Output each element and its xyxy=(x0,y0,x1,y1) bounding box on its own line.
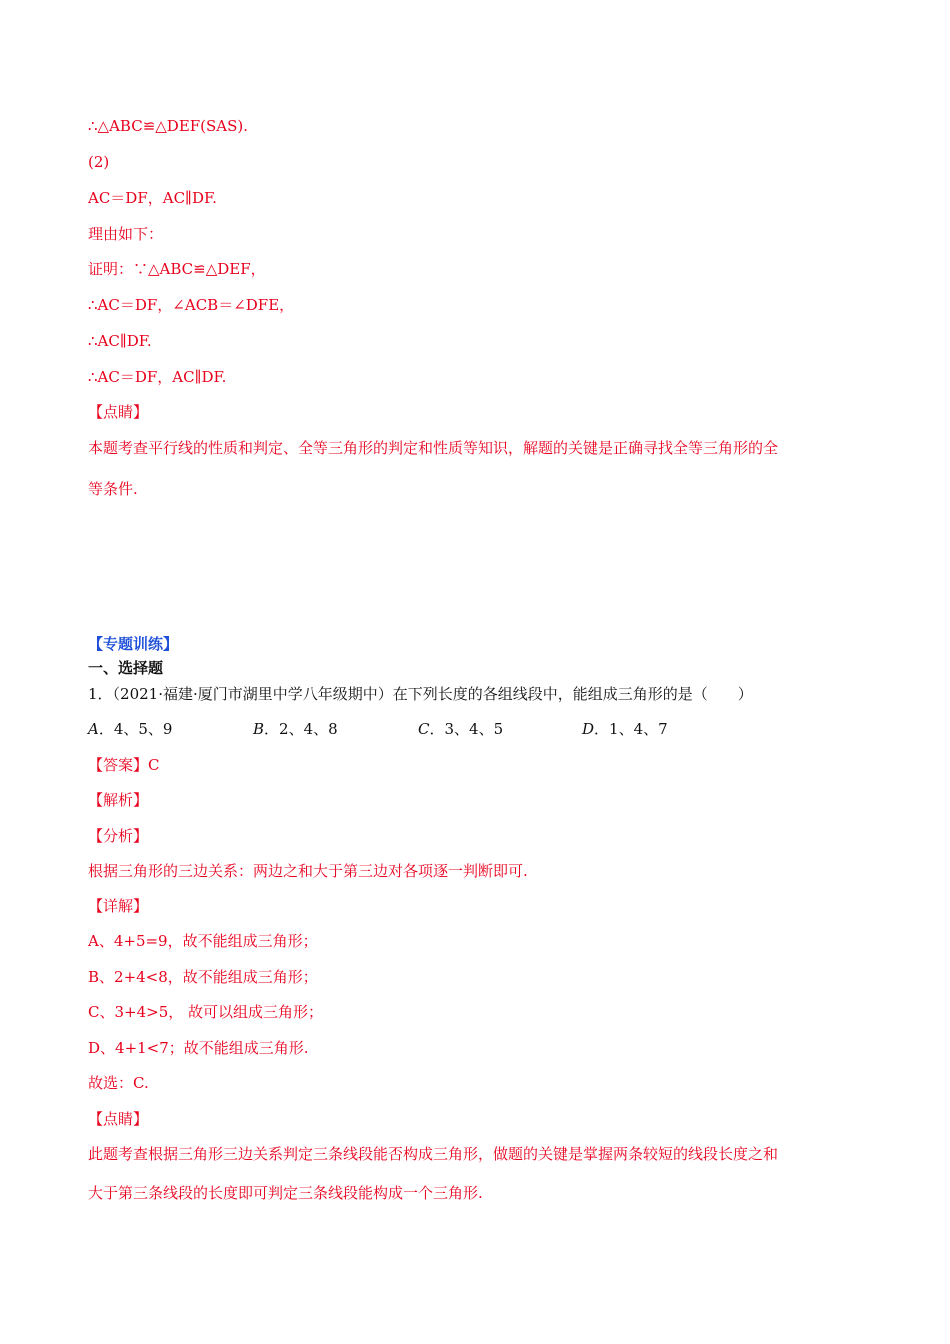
proof-step-2: ∴AC∥DF. xyxy=(88,332,152,350)
option-b-text: ．2、4、8 xyxy=(264,720,338,738)
option-c xyxy=(418,719,503,739)
proof-step-3: ∴AC＝DF，AC∥DF. xyxy=(88,368,227,386)
fenxi-text: 根据三角形的三边关系：两边之和大于第三边对各项逐一判断即可. xyxy=(88,862,528,880)
document-page xyxy=(88,0,868,1344)
comment-text-2b: 大于第三条线段的长度即可判定三条线段能构成一个三角形. xyxy=(88,1184,483,1202)
option-b-letter: B xyxy=(253,720,265,738)
conclusion-line: ∴△ABC≌△DEF(SAS). xyxy=(88,117,249,135)
detail-line-d: D、4+1<7；故不能组成三角形. xyxy=(88,1039,309,1057)
option-a xyxy=(88,719,172,739)
answer-label: 【答案】C xyxy=(88,756,160,774)
proof-step-1: ∴AC＝DF，∠ACB＝∠DFE， xyxy=(88,296,295,314)
comment-label-2: 【点睛】 xyxy=(88,1110,149,1128)
option-a-letter: A xyxy=(88,720,99,738)
subsection-title: 一、选择题 xyxy=(88,659,164,677)
detail-line-c: C、3+4>5， 故可以组成三角形； xyxy=(88,1003,324,1021)
reason-intro: 理由如下： xyxy=(88,225,164,243)
comment-label-1: 【点睛】 xyxy=(88,403,149,421)
comment-text-2a: 此题考查根据三角形三边关系判定三条线段能否构成三角形，做题的关键是掌握两条较短的线段长度之和 xyxy=(88,1145,779,1163)
comment-text-1b: 等条件. xyxy=(88,480,138,498)
option-a-text: ．4、5、9 xyxy=(98,720,173,738)
section-title: 【专题训练】 xyxy=(88,635,179,653)
detail-label: 【详解】 xyxy=(88,897,149,915)
detail-line-a: A、4+5=9，故不能组成三角形； xyxy=(88,932,318,950)
answer-line: AC＝DF，AC∥DF. xyxy=(88,189,217,207)
comment-text-1a: 本题考查平行线的性质和判定、全等三角形的判定和性质等知识，解题的关键是正确寻找全等三角形的全 xyxy=(88,439,779,457)
question-text: 1．（2021·福建·厦门市湖里中学八年级期中）在下列长度的各组线段中，能组成三角形的是（ ） xyxy=(88,685,753,703)
choice-line: 故选：C. xyxy=(88,1074,149,1092)
part2-label: (2) xyxy=(88,153,110,171)
option-c-letter: C xyxy=(418,720,430,738)
option-d xyxy=(582,719,668,739)
fenxi-label: 【分析】 xyxy=(88,827,149,845)
detail-line-b: B、2+4<8，故不能组成三角形； xyxy=(88,968,318,986)
option-c-text: ．3、4、5 xyxy=(429,720,504,738)
option-d-text: ．1、4、7 xyxy=(594,720,668,738)
analysis-label: 【解析】 xyxy=(88,791,149,809)
option-b xyxy=(253,719,338,739)
proof-line: 证明：∵△ABC≌△DEF， xyxy=(88,260,266,278)
option-d-letter: D xyxy=(582,720,595,738)
